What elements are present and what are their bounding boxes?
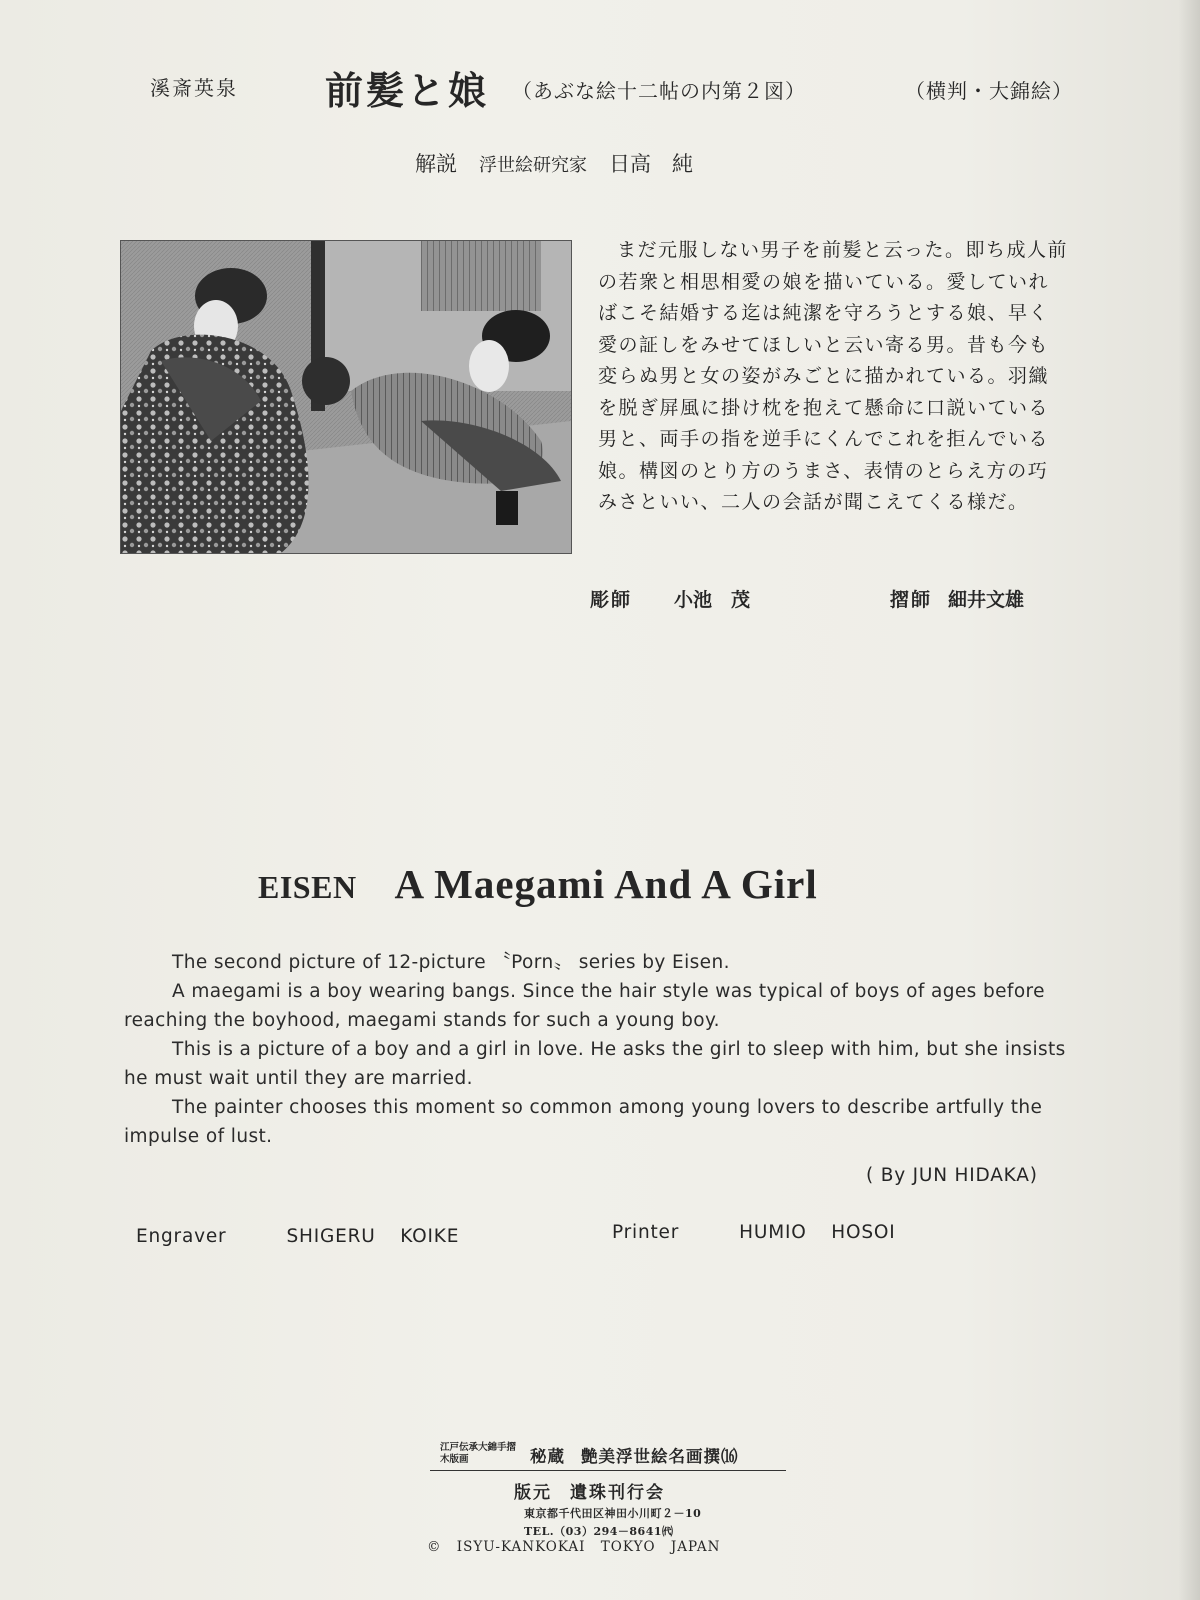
engraver-role-jp: 彫師 [590,589,633,611]
colophon-secret: 秘蔵 [530,1447,565,1466]
print-format-jp: （横判・大錦絵） [905,79,1073,103]
english-paragraph: The second picture of 12-picture 〝Porn〟 series by Eisen. [172,952,730,973]
colophon-publisher [514,1478,665,1503]
colophon-divider [430,1470,786,1471]
commentary-role: 浮世絵研究家 [479,155,587,176]
colophon-publisher-label: 版元 [514,1483,552,1503]
colophon-series-title: 艶美浮世絵名画撰⒃ [581,1447,739,1466]
english-print-title: A Maegami And A Girl [394,861,818,907]
colophon-address: 東京都千代田区神田小川町２－10 [524,1507,702,1520]
commentary-credit [415,148,715,178]
english-byline: ( By JUN HIDAKA) [866,1165,1038,1186]
print-subtitle-jp: （あぶな絵十二帖の内第２図） [512,79,806,103]
colophon-publisher-name: 遺珠刊行会 [570,1483,665,1503]
engraver-credit-jp [590,585,750,612]
english-paragraph: This is a picture of a boy and a girl in love. He asks the girl to sleep with him, but she insists he must wait until they are married. [124,1039,1066,1089]
printer-role-jp: 摺師 [890,589,933,611]
engraver-name-en: SHIGERU KOIKE [286,1226,460,1247]
english-commentary [124,948,1084,1151]
colophon-copyright: © ISYU-KANKOKAI TOKYO JAPAN [427,1539,721,1555]
page-spine-shadow [1178,0,1200,1600]
printer-name-en: HUMIO HOSOI [739,1222,896,1243]
printer-credit-jp [890,585,1024,612]
printer-name-jp: 細井文雄 [948,589,1025,611]
english-paragraph: A maegami is a boy wearing bangs. Since the hair style was typical of boys of ages before reaching the boyhood, maegami stands for such a young boy. [124,981,1045,1031]
artist-name-jp: 溪斎英泉 [150,76,238,100]
colophon-telephone: TEL.（03）294－8641㈹ [524,1525,674,1538]
japanese-commentary [598,235,1068,519]
engraver-name-jp: 小池 茂 [674,589,751,611]
printer-role-en: Printer [612,1222,680,1243]
english-artist-name: EISEN [258,869,357,905]
print-title-jp: 前髪と娘 [325,68,490,113]
commentary-label: 解説 [415,152,457,176]
english-title [258,860,818,908]
printer-credit-en [612,1222,896,1243]
engraver-credit-en [136,1226,459,1247]
japanese-commentary-text: まだ元服しない男子を前髪と云った。即ち成人前の若衆と相思相愛の娘を描いている。愛していればこそ結婚する迄は純潔を守ろうとする娘、早く愛の証しをみせてほしいと云い寄る男。昔も今も変らぬ男と女の姿がみごとに描かれている。羽織を脱ぎ屏風に掛け枕を抱えて懸命に口説いている男と、両手の指を逆手にくんでこれを拒んでいる娘。構図のとり方のうまさ、表情のとらえ方の巧みさといい、二人の会話が聞こえてくる様だ。 [598,239,1069,513]
commentary-author: 日高 純 [609,152,693,176]
ukiyoe-print-image [120,240,572,554]
english-paragraph: The painter chooses this moment so common among young lovers to describe artfully the impulse of lust. [124,1097,1043,1147]
colophon-small-label: 江戸伝承大錦手摺木版画 [440,1442,517,1465]
engraver-role-en: Engraver [136,1226,227,1247]
colophon-series [530,1443,739,1467]
